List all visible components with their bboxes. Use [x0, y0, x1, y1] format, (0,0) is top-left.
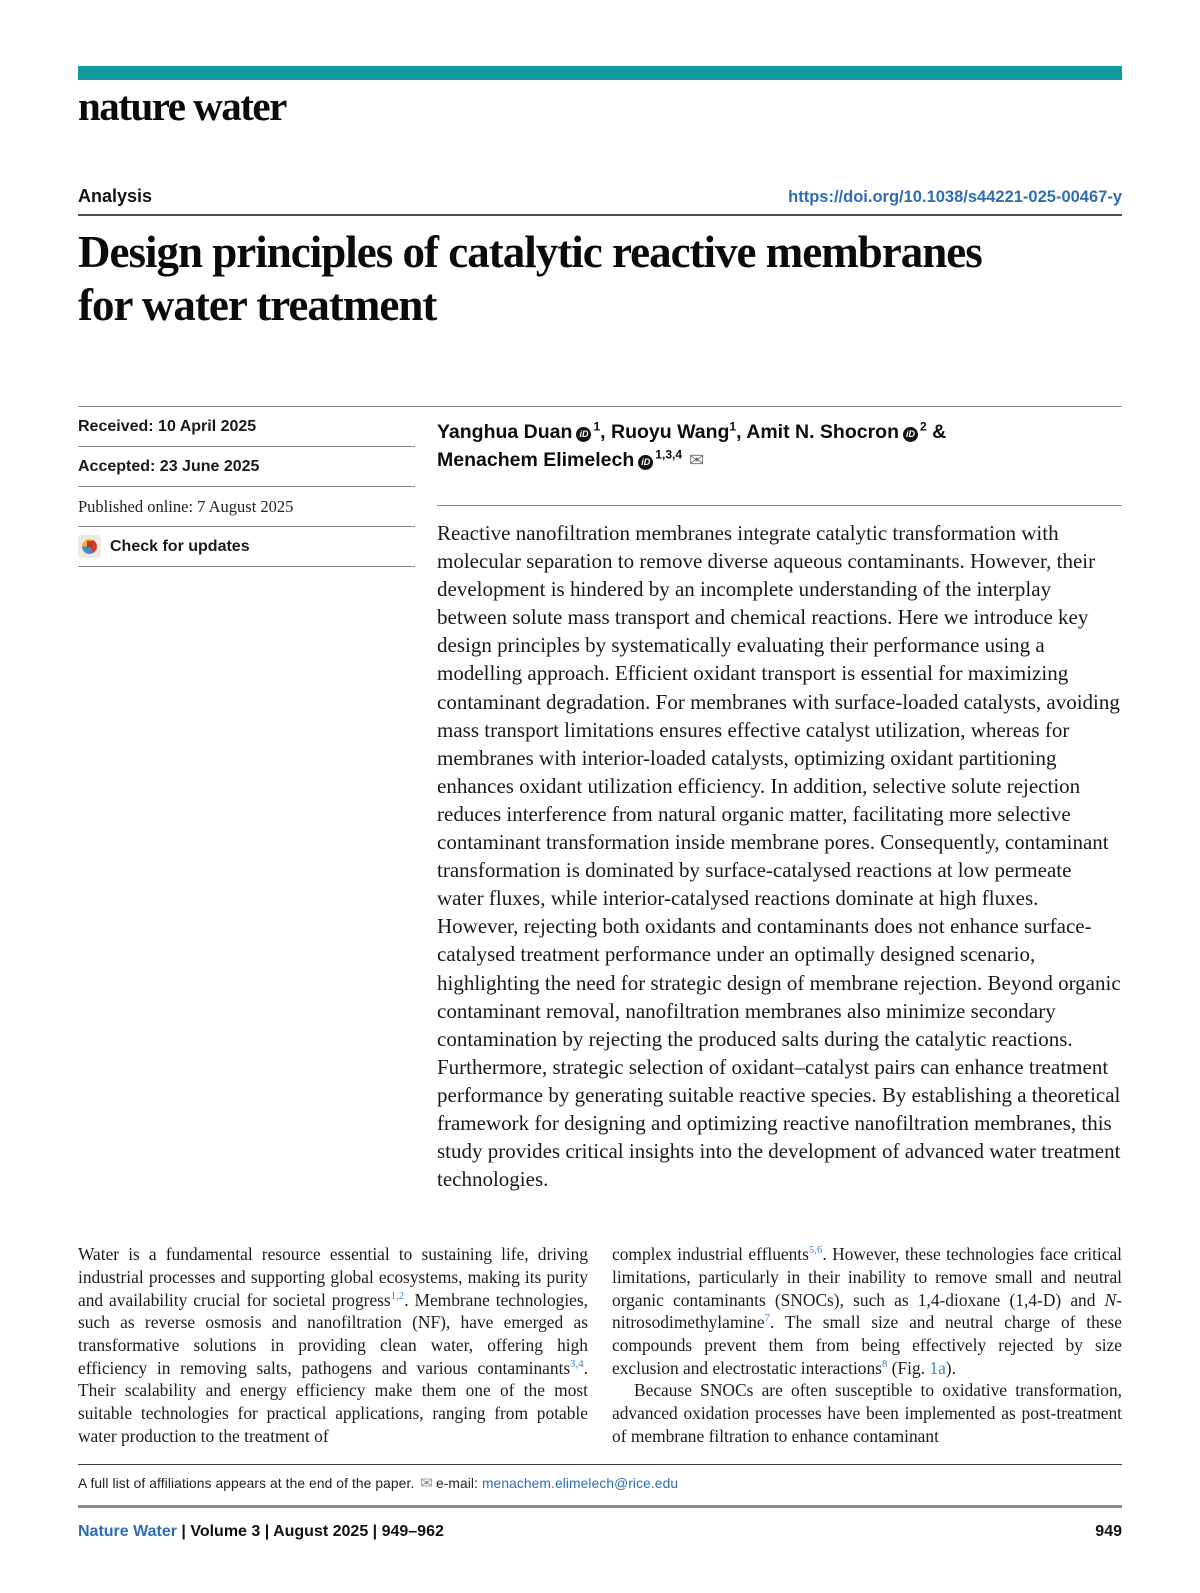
- body-paragraph: Because SNOCs are often susceptible to oxidative transformation, advanced oxidation processes have been implemented as post-treatment of membrane filtration to enhance contaminant: [612, 1380, 1122, 1446]
- journal-logo: nature water: [78, 83, 286, 129]
- email-link[interactable]: menachem.elimelech@rice.edu: [481, 1475, 679, 1491]
- meta-section: [78, 406, 1122, 1193]
- meta-dates-column: [78, 407, 415, 1193]
- body-column-left: [78, 1243, 588, 1447]
- accepted-date: Accepted: 23 June 2025: [78, 447, 415, 487]
- orcid-icon[interactable]: iD: [638, 455, 653, 470]
- superscript: 1: [593, 419, 601, 434]
- header-rule: [78, 214, 1122, 216]
- orcid-icon[interactable]: iD: [576, 427, 591, 442]
- published-date: Published online: 7 August 2025: [78, 487, 415, 527]
- orcid-icon[interactable]: iD: [903, 427, 918, 442]
- check-for-updates-label: Check for updates: [110, 537, 250, 555]
- italic-text: N: [1104, 1289, 1117, 1310]
- citation-ref[interactable]: 3,4: [570, 1357, 584, 1370]
- author-list: Yanghua Duan $iD^1$, Ruoyu Wang$^1$, Amit N. Shocron $iD^2$ & Menachem Elimelech iD$^{1,3,4}$ ✉: [437, 407, 1122, 506]
- received-date: Received: 10 April 2025: [78, 407, 415, 447]
- journal-volume-line: Nature Water | Volume 3 | August 2025 | 949–962: [78, 1522, 444, 1540]
- footer-rule: [78, 1505, 1122, 1508]
- doi-link[interactable]: https://doi.org/10.1038/s44221-025-00467-y: [788, 188, 1122, 206]
- superscript: 1: [729, 419, 737, 434]
- body-paragraph: Water is a fundamental resource essential to sustaining life, driving industrial processes and supporting global ecosystems, making its purity and availability crucial for societal progress$^{1,2}$. Membrane technologies, such as reverse osmosis and nanofiltration (NF), have emerged as transformative solutions in providing clean water, offering high efficiency in removing salts, pathogens and various contaminants$^{3,4}$. Their scalability and energy efficiency make them one of the most suitable technologies for practical applications, ranging from potable water production to the treatment of: [78, 1244, 589, 1446]
- citation-ref[interactable]: 5,6: [808, 1244, 823, 1257]
- citation-ref[interactable]: 8: [881, 1357, 888, 1370]
- page-number: 949: [1095, 1522, 1122, 1540]
- article-title: Design principles of catalytic reactive membranes for water treatment: [78, 227, 982, 330]
- journal-link[interactable]: Nature Water: [78, 1522, 177, 1540]
- abstract-text: Reactive nanofiltration membranes integrate catalytic transformation with molecular separation to remove diverse aqueous contaminants. However, their development is hindered by an incomplete understanding of the interplay between solute mass transport and chemical reactions. Here we introduce key design principles by systematically evaluating their performance using a modelling approach. Efficient oxidant transport is essential for maximizing contaminant degradation. For membranes with surface-loaded catalysts, avoiding mass transport limitations ensures effective catalyst utilization, whereas for membranes with interior-loaded catalysts, optimizing oxidant partitioning enhances oxidant utilization efficiency. In addition, selective solute rejection reduces interference from natural organic matter, facilitating more selective contaminant transformation inside membrane pores. Consequently, contaminant transformation is dominated by surface-catalysed reactions at low permeate water fluxes, while interior-catalysed reactions dominate at high fluxes. However, rejecting both oxidants and contaminants does not enhance surface-catalysed treatment performance under an optimally designed scenario, highlighting the need for strategic design of membrane rejection. Beyond organic contaminant removal, nanofiltration membranes also minimize secondary contamination by rejecting the produced salts during the catalytic reactions. Furthermore, strategic selection of oxidant–catalyst pairs can enhance treatment performance by generating suitable reactive species. By establishing a theoretical framework for designing and optimizing reactive nanofiltration membranes, this study provides critical insights into the development of advanced water treatment technologies.: [437, 521, 1121, 1192]
- masthead-accent-bar: [78, 66, 1122, 80]
- column-gap: [415, 407, 437, 1193]
- check-for-updates[interactable]: [78, 527, 415, 567]
- body-column-right: [612, 1243, 1122, 1447]
- superscript: 1,3,4: [655, 447, 683, 462]
- citation-ref[interactable]: 1a: [929, 1357, 946, 1378]
- envelope-icon: ✉: [420, 1474, 433, 1492]
- body-paragraph: complex industrial effluents$^{5,6}$. However, these technologies face critical limitations, particularly in their inability to remove small and neutral organic contaminants (SNOCs), such as 1,4-dioxane (1,4-D) and N-nitrosodimethylamine$^7$. The small size and neutral charge of these compounds prevent them from being effectively rejected by size exclusion and electrostatic interactions$^8$ (Fig. 1a).: [612, 1244, 1123, 1378]
- page-footer: [78, 1523, 1122, 1541]
- envelope-icon: ✉: [689, 450, 705, 470]
- article-header: [78, 186, 1122, 207]
- authors-abstract-column: [437, 407, 1122, 1193]
- crossmark-icon: [78, 535, 101, 558]
- superscript: 2: [920, 419, 927, 434]
- citation-ref[interactable]: 1,2: [390, 1289, 405, 1302]
- citation-ref[interactable]: 7: [764, 1312, 771, 1325]
- affiliations-footnote: A full list of affiliations appears at the end of the paper. ✉ e-mail: menachem.elimelech@rice.edu: [78, 1474, 679, 1492]
- body-text: [78, 1243, 1122, 1447]
- section-label: Analysis: [78, 186, 153, 206]
